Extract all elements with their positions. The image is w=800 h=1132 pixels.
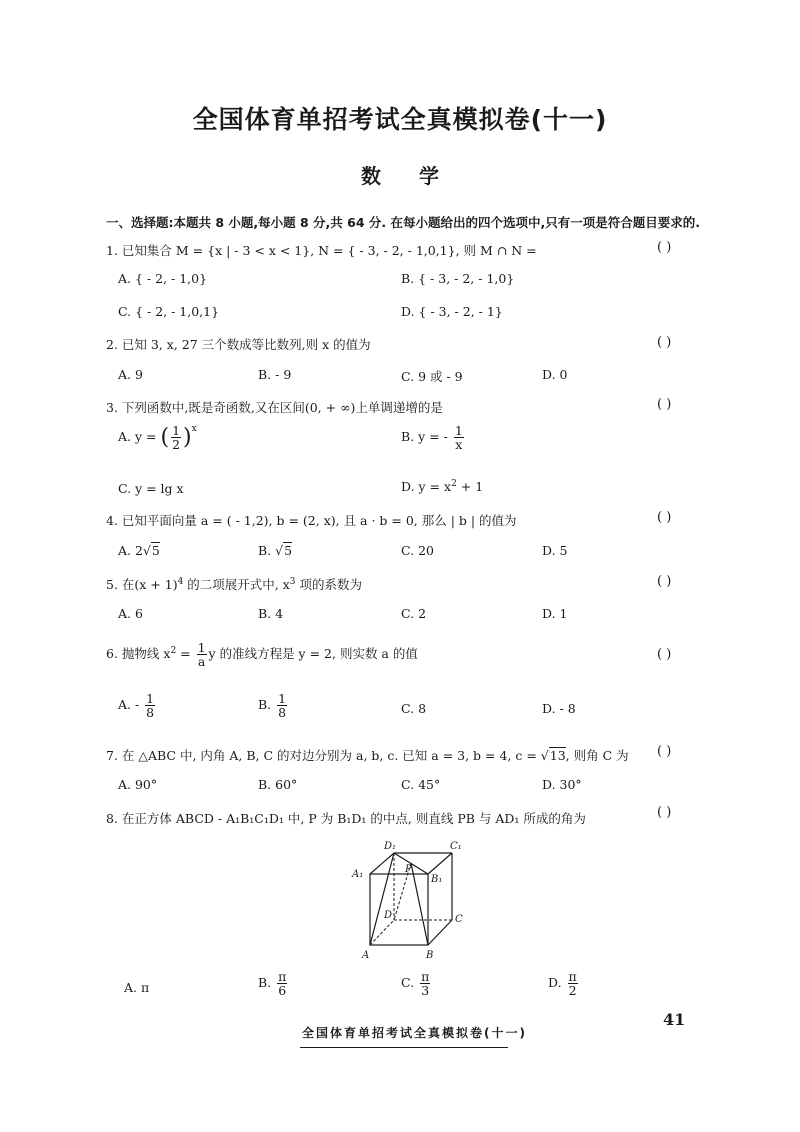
q4-option-b: B. √5: [258, 543, 293, 558]
q3-option-a: A. y = ( $\frac{1}{2}$ )$^x$: [118, 423, 197, 453]
question-4-stem: 4. 已知平面向量 a = ( - 1,2), b = (2, x), 且 a · b = 0, 那么 | b | 的值为: [106, 513, 517, 528]
q5-option-a: A. 6: [118, 606, 143, 621]
footer-rule: [300, 1047, 508, 1048]
page-number: 41: [663, 1010, 686, 1029]
q4-option-d: D. 5: [542, 543, 568, 558]
q7-option-b: B. 60°: [258, 777, 298, 792]
label-c: C: [455, 914, 463, 925]
label-b: B: [426, 950, 434, 961]
answer-blank-7: ( ): [657, 744, 672, 759]
page-title: 全国体育单招考试全真模拟卷(十一): [192, 105, 608, 134]
q4-option-c: C. 20: [401, 543, 434, 558]
q3-option-b: B. y = - $\frac{1}{x}$: [401, 423, 463, 453]
q1-option-c: C. { - 2, - 1,0,1}: [118, 304, 220, 319]
q1-option-a: A. { - 2, - 1,0}: [118, 271, 208, 286]
answer-blank-2: ( ): [657, 335, 672, 350]
answer-blank-8: ( ): [657, 805, 672, 820]
q5-option-b: B. 4: [258, 606, 284, 621]
section-instructions: 一、选择题:本题共 8 小题,每小题 8 分,共 64 分. 在每小题给出的四个选项中,只有一项是符合题目要求的.: [106, 215, 700, 230]
answer-blank-5: ( ): [657, 574, 672, 589]
q8-option-b: B. $\frac{\pi}{6}$: [258, 969, 287, 999]
edge-a1d1: [370, 853, 394, 874]
q7-option-d: D. 30°: [542, 777, 582, 792]
q7-option-a: A. 90°: [118, 777, 158, 792]
cube-figure: [348, 836, 478, 964]
q6-option-b: B. $\frac{1}{8}$: [258, 691, 287, 721]
line-pb: [411, 863, 428, 945]
answer-blank-1: ( ): [657, 240, 672, 255]
q3-option-d: D. $y = x^2 + 1$: [401, 479, 484, 495]
edge-b1c1: [428, 853, 452, 874]
label-b1: B₁: [431, 874, 443, 885]
q6-option-a: A. - $\frac{1}{8}$: [118, 691, 155, 721]
answer-blank-3: ( ): [657, 397, 672, 412]
question-2-stem: 2. 已知 3, x, 27 三个数成等比数列,则 x 的值为: [106, 337, 371, 352]
q8-option-d: D. $\frac{\pi}{2}$: [548, 969, 577, 999]
line-ad1: [370, 853, 394, 945]
answer-blank-6: ( ): [657, 647, 672, 662]
page-footer: 全国体育单招考试全真模拟卷(十一): [302, 1026, 527, 1040]
edge-bc: [428, 920, 452, 945]
answer-blank-4: ( ): [657, 510, 672, 525]
label-c1: C₁: [450, 841, 462, 852]
q8-option-a: A. π: [124, 980, 150, 995]
label-d: D: [384, 910, 393, 921]
question-3-stem: 3. 下列函数中,既是奇函数,又在区间(0, + ∞)上单调递增的是: [106, 400, 443, 415]
label-p: P: [405, 864, 412, 875]
q1-option-d: D. { - 3, - 2, - 1}: [401, 304, 503, 319]
label-a1: A₁: [352, 869, 364, 880]
q5-option-c: C. 2: [401, 606, 427, 621]
question-8-stem: 8. 在正方体 ABCD - A₁B₁C₁D₁ 中, P 为 B₁D₁ 的中点, 则直线 PB 与 AD₁ 所成的角为: [106, 811, 586, 826]
label-d1: D₁: [384, 841, 397, 852]
q3-option-c: C. y = lg x: [118, 481, 184, 496]
q6-option-c: C. 8: [401, 701, 427, 716]
q7-option-c: C. 45°: [401, 777, 441, 792]
q5-option-d: D. 1: [542, 606, 568, 621]
q8-option-c: C. $\frac{\pi}{3}$: [401, 969, 430, 999]
q6-option-d: D. - 8: [542, 701, 576, 716]
q2-option-a: A. 9: [118, 367, 143, 382]
q1-option-b: B. { - 3, - 2, - 1,0}: [401, 271, 515, 286]
q2-option-c: C. 9 或 - 9: [401, 369, 463, 384]
question-6-stem: 6. 抛物线 $x^2$ = $\frac{1}{a}$ y 的准线方程是 y = 2, 则实数 a 的值: [106, 640, 418, 670]
q2-option-b: B. - 9: [258, 367, 292, 382]
question-1-stem: 1. 已知集合 M = {x | - 3 < x < 1}, N = { - 3, - 2, - 1,0,1}, 则 M ∩ N =: [106, 243, 537, 258]
q4-option-a: A. 2√5: [118, 543, 160, 558]
q2-option-d: D. 0: [542, 367, 568, 382]
label-a: A: [362, 950, 370, 961]
subject-heading: 数学: [361, 164, 477, 188]
question-5-stem: 5. 在$(x + 1)^4$ 的二项展开式中, $x^3$ 项的系数为: [106, 576, 363, 592]
question-7-stem: 7. 在 △ABC 中, 内角 A, B, C 的对边分别为 a, b, c. 已知 a = 3, b = 4, c = √13, 则角 C 为: [106, 748, 629, 763]
